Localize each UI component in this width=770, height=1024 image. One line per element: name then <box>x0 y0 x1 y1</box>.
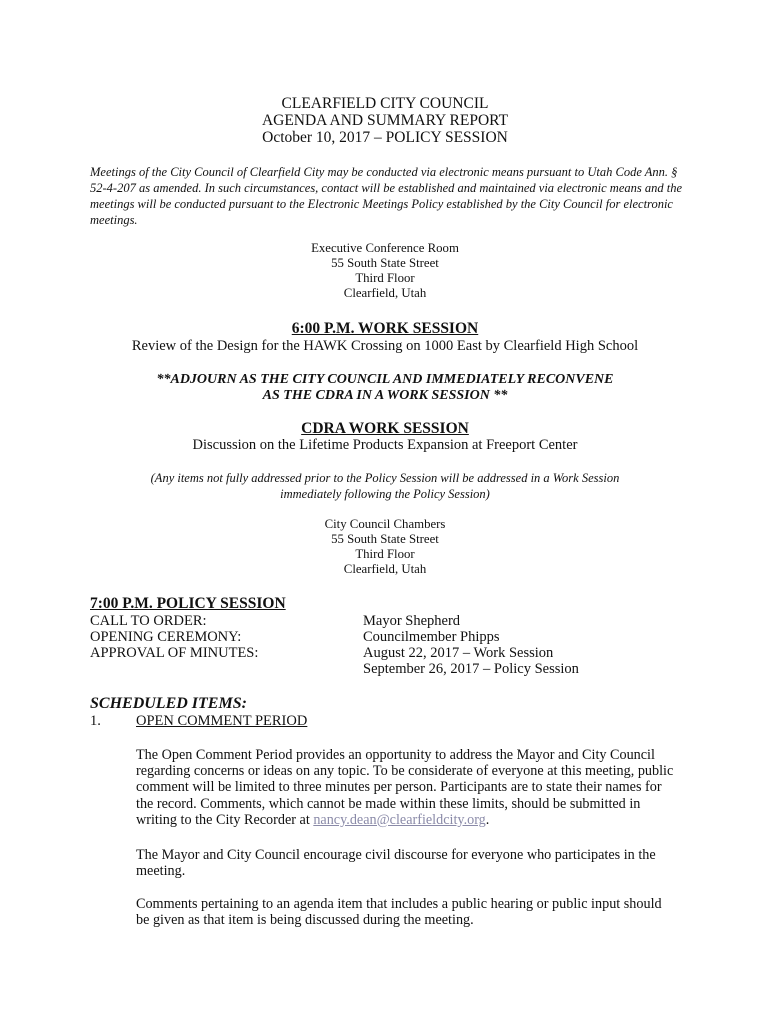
adjourn-line-1: **ADJOURN AS THE CITY COUNCIL AND IMMEDIATELY RECONVENE <box>156 372 614 387</box>
scheduled-items-heading: SCHEDULED ITEMS: <box>90 695 247 712</box>
public-input-paragraph: Comments pertaining to an agenda item that includes a public hearing or public input should be given as that item is being discussed during the meeting. <box>136 896 662 929</box>
paragraph-text: The Open Comment Period provides an opportunity to address the Mayor and City Council regarding concerns or ideas on any topic. To be considerate of everyone at this meeting, public comment will be limited to three minutes per person. Participants are to state their names for the record. Comments, which cannot be made within these limits, should be submitted in writing to the City Recorder at <box>136 747 674 828</box>
work-session-item: Review of the Design for the HAWK Crossing on 1000 East by Clearfield High School <box>131 338 639 354</box>
call-to-order-value: Mayor Shepherd <box>363 613 461 629</box>
location2-street: 55 South State Street <box>331 532 439 546</box>
adjourn-line-2: AS THE CDRA IN A WORK SESSION ** <box>262 388 508 403</box>
item-number: 1. <box>90 713 101 729</box>
location2-city: Clearfield, Utah <box>343 562 427 576</box>
call-to-order-label: CALL TO ORDER: <box>90 613 207 629</box>
cdra-item: Discussion on the Lifetime Products Expansion at Freeport Center <box>192 437 578 453</box>
electronic-meeting-notice: Meetings of the City Council of Clearfield City may be conducted via electronic means pursuant to Utah Code Ann. § 52-4-207 as amended. In such circumstances, contact will be established and maintained via electronic means and the meetings will be conducted pursuant to the Electronic Meetings Policy established by the City Council for electronic meetings. <box>90 165 683 227</box>
location1-room: Executive Conference Room <box>311 241 459 255</box>
policy-session-heading: 7:00 P.M. POLICY SESSION <box>90 595 286 612</box>
location2-floor: Third Floor <box>355 547 415 561</box>
cdra-heading: CDRA WORK SESSION <box>301 420 469 437</box>
paragraph-period: . <box>485 811 490 828</box>
open-comment-paragraph <box>136 747 676 828</box>
location1-floor: Third Floor <box>355 271 415 285</box>
session-date: October 10, 2017 – POLICY SESSION <box>262 129 508 146</box>
location2-room: City Council Chambers <box>324 517 446 531</box>
civil-discourse-paragraph: The Mayor and City Council encourage civil discourse for everyone who participates in the meeting. <box>136 847 656 880</box>
policy-note-line-1: (Any items not fully addressed prior to the Policy Session will be addressed in a Work Session <box>150 471 620 485</box>
approval-minutes-label: APPROVAL OF MINUTES: <box>90 645 259 661</box>
work-session-heading: 6:00 P.M. WORK SESSION <box>291 320 479 337</box>
opening-ceremony-label: OPENING CEREMONY: <box>90 629 242 645</box>
item-title: OPEN COMMENT PERIOD <box>136 713 308 729</box>
location1-street: 55 South State Street <box>331 256 439 270</box>
report-title: AGENDA AND SUMMARY REPORT <box>261 112 509 129</box>
policy-note-line-2: immediately following the Policy Session) <box>280 487 490 501</box>
opening-ceremony-value: Councilmember Phipps <box>363 629 500 645</box>
location1-city: Clearfield, Utah <box>343 286 427 300</box>
recorder-email-link[interactable]: nancy.dean@clearfieldcity.org <box>313 811 486 828</box>
council-title: CLEARFIELD CITY COUNCIL <box>281 95 489 112</box>
minutes-work-session: August 22, 2017 – Work Session <box>363 645 554 661</box>
minutes-policy-session: September 26, 2017 – Policy Session <box>363 661 579 677</box>
